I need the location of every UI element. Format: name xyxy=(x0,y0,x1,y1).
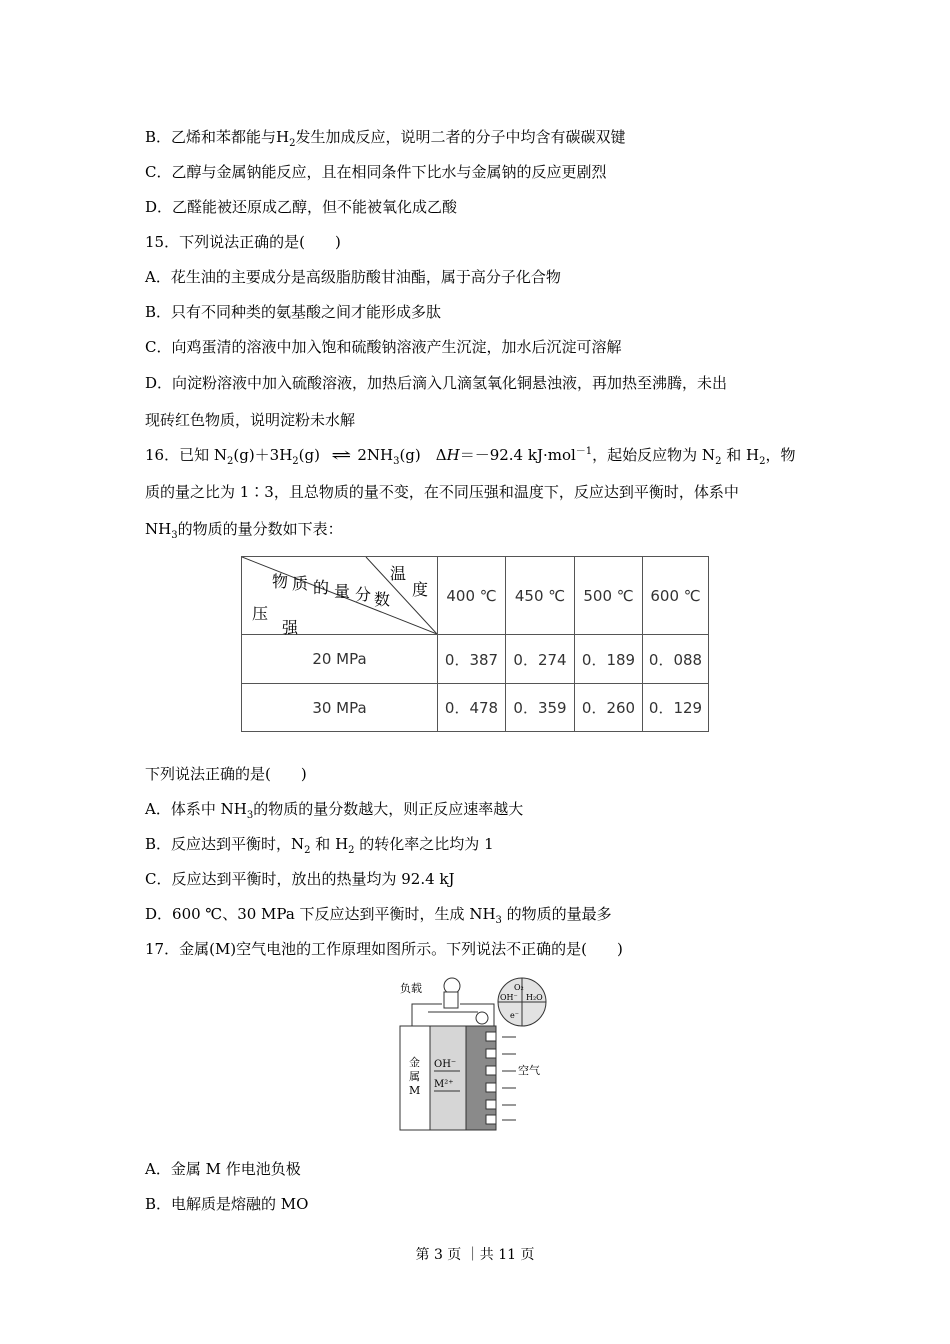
corner-label-temp: 温 xyxy=(390,564,407,583)
option-15c: C．向鸡蛋清的溶液中加入饱和硫酸钠溶液产生沉淀，加水后沉淀可溶解 xyxy=(145,338,622,356)
value-cell: 0．478 xyxy=(438,684,506,732)
temp-header: 500 ℃ xyxy=(575,557,643,635)
equilibrium-arrow-icon: ⇌ xyxy=(330,446,352,464)
question-16-line3: $NH_3$的物质的量分数如下表： xyxy=(145,520,343,541)
corner-label-pressure2: 强 xyxy=(282,618,299,637)
option-16b: B．反应达到平衡时，$N_2$ 和 $H_2$ 的转化率之比均为 1 xyxy=(145,835,494,856)
question-17-stem: 17．金属(M)空气电池的工作原理如图所示。下列说法不正确的是( ) xyxy=(145,940,623,958)
value-cell: 0．359 xyxy=(506,684,575,732)
ammonia-fraction-table xyxy=(241,556,709,732)
value-cell: 0．260 xyxy=(575,684,643,732)
corner-label-mid: 物 xyxy=(272,572,289,591)
oh-label: OH⁻ xyxy=(500,993,518,1002)
value-cell: 0．129 xyxy=(643,684,709,732)
option-16a: A．体系中 $NH_3$的物质的量分数越大，则正反应速率越大 xyxy=(145,800,524,821)
corner-label-temp2: 度 xyxy=(412,580,429,599)
battery-diagram xyxy=(398,974,558,1134)
pressure-cell: 30 MPa xyxy=(242,684,438,732)
corner-label-mid: 质 xyxy=(292,574,309,593)
h2o-label: H₂O xyxy=(526,993,543,1002)
ion-label-oh: OH⁻ xyxy=(434,1059,457,1070)
value-cell: 0．189 xyxy=(575,635,643,684)
option-14b: B．乙烯和苯都能与$H_2$发生加成反应，说明二者的分子中均含有碳碳双键 xyxy=(145,128,626,149)
option-15a: A．花生油的主要成分是高级脂肪酸甘油酯，属于高分子化合物 xyxy=(145,268,561,286)
corner-label-mid: 的 xyxy=(313,578,330,597)
corner-label-mid: 量 xyxy=(334,582,351,601)
air-label: 空气 xyxy=(518,1064,540,1077)
table-row xyxy=(242,635,709,684)
option-15b: B．只有不同种类的氨基酸之间才能形成多肽 xyxy=(145,303,442,321)
option-14d: D．乙醛能被还原成乙醇，但不能被氧化成乙酸 xyxy=(145,198,458,216)
value-cell: 0．274 xyxy=(506,635,575,684)
option-16d: D．600 ℃、30 MPa 下反应达到平衡时，生成 $NH_3$ 的物质的量最多 xyxy=(145,905,612,926)
corner-label-pressure: 压 xyxy=(252,604,269,623)
option-16c: C．反应达到平衡时，放出的热量均为 92.4 kJ xyxy=(145,870,455,888)
load-label: 负载 xyxy=(400,982,422,995)
option-17a: A．金属 M 作电池负极 xyxy=(145,1160,301,1178)
pressure-cell: 20 MPa xyxy=(242,635,438,684)
corner-label-mid: 数 xyxy=(374,590,391,609)
metal-label: M xyxy=(409,1084,421,1097)
metal-label: 属 xyxy=(409,1070,420,1083)
metal-label: 金 xyxy=(409,1056,420,1069)
o2-label: O₂ xyxy=(514,983,524,992)
table-row xyxy=(242,684,709,732)
option-17b: B．电解质是熔融的 MO xyxy=(145,1195,309,1213)
option-15d-line1: D．向淀粉溶液中加入硫酸溶液，加热后滴入几滴氢氧化铜悬浊液，再加热至沸腾，未出 xyxy=(145,374,728,392)
option-15d-line2: 现砖红色物质，说明淀粉未水解 xyxy=(145,411,356,429)
temp-header: 400 ℃ xyxy=(438,557,506,635)
value-cell: 0．387 xyxy=(438,635,506,684)
page-footer: 第 3 页 ｜共 11 页 xyxy=(415,1247,535,1263)
question-16-line2: 质的量之比为 1∶3，且总物质的量不变，在不同压强和温度下，反应达到平衡时，体系中 xyxy=(145,483,739,501)
option-14c: C．乙醇与金属钠能反应，且在相同条件下比水与金属钠的反应更剧烈 xyxy=(145,163,607,181)
question-15-stem: 15．下列说法正确的是( ) xyxy=(145,233,341,251)
question-16-ask: 下列说法正确的是( ) xyxy=(145,765,307,783)
electron-label: e⁻ xyxy=(510,1011,519,1020)
table-corner-header xyxy=(242,557,438,635)
question-16-line1: 16．已知 $N_2(g)+3H_2(g)$ ⇌ $2NH_3(g)$ ΔH＝－92.4 kJ·mol$^{-1}$，起始反应物为 $N_2$ 和 $H_2$，物 xyxy=(145,446,796,467)
temp-header: 450 ℃ xyxy=(506,557,575,635)
temp-header: 600 ℃ xyxy=(643,557,709,635)
corner-label-mid: 分 xyxy=(355,585,372,604)
value-cell: 0．088 xyxy=(643,635,709,684)
ion-label-m: M²⁺ xyxy=(434,1079,454,1090)
